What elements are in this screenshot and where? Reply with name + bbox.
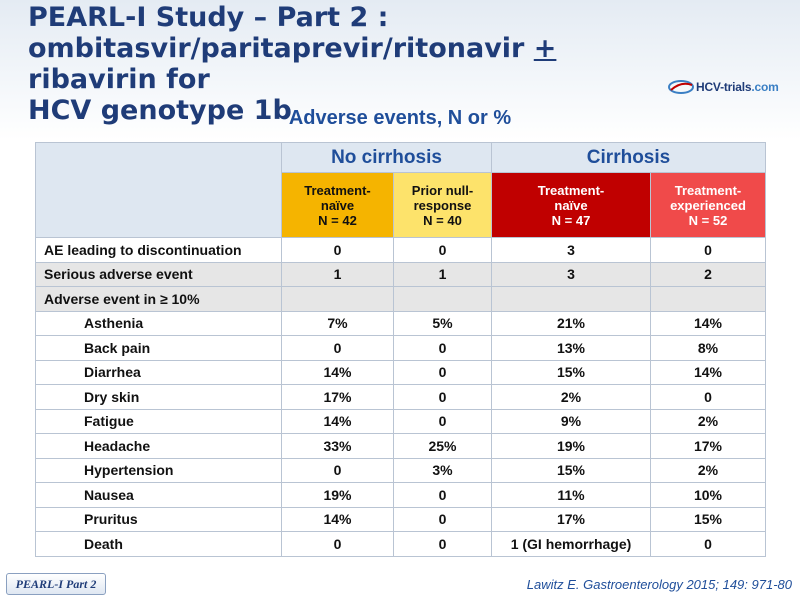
table-cell: 15% [492,458,651,483]
row-label: Asthenia [36,311,282,336]
table-cell: 7% [282,311,394,336]
table-cell: 2% [492,385,651,410]
table-cell: 0 [282,336,394,361]
title-line-1: PEARL-I Study – Part 2 : [28,2,389,33]
row-label: Adverse event in ≥ 10% [36,287,282,312]
title-plus-minus: + [533,33,557,64]
table-row [36,483,766,508]
table-cell: 8% [651,336,766,361]
row-label: Back pain [36,336,282,361]
table-cell: 0 [651,532,766,557]
row-label: Hypertension [36,458,282,483]
table-row [36,385,766,410]
title-line-2-start: ombitasvir/paritaprevir/ritonavir [28,33,534,64]
reference-citation: Lawitz E. Gastroenterology 2015; 149: 971-80 [526,577,792,592]
table-cell: 15% [492,360,651,385]
table-cell: 0 [282,458,394,483]
subheader-n: N = 42 [318,212,357,228]
table-cell: 3 [492,262,651,287]
group-no-cirrhosis: No cirrhosis [282,143,492,173]
table-cell: 3 [492,238,651,263]
row-label: Nausea [36,483,282,508]
adverse-events-table [35,142,766,557]
subheader-n: N = 52 [688,212,728,228]
table-cell: 17% [651,434,766,459]
table-cell [651,287,766,312]
table-cell: 1 (GI hemorrhage) [492,532,651,557]
table-cell: 2% [651,409,766,434]
table-cell: 19% [282,483,394,508]
table-cell: 0 [394,409,492,434]
table-cell: 2 [651,262,766,287]
row-label: Dry skin [36,385,282,410]
section-title: Adverse events, N or % [288,107,512,129]
table-cell [394,287,492,312]
table-cell: 17% [492,507,651,532]
subheader-n: N = 40 [423,212,462,228]
table-cell: 0 [394,336,492,361]
table-row [36,434,766,459]
table-cell: 13% [492,336,651,361]
subheader-line: response [413,197,472,213]
table-cell: 0 [394,238,492,263]
table-cell: 0 [394,507,492,532]
table-corner [36,143,282,238]
subheader-n: N = 47 [551,212,591,228]
row-label: AE leading to discontinuation [36,238,282,263]
subheader-line: Treatment- [304,182,371,198]
table-cell: 5% [394,311,492,336]
table-cell: 11% [492,483,651,508]
row-label: Death [36,532,282,557]
subheader-nc-null [394,173,492,238]
subheader-line: Treatment- [674,182,742,198]
table-row [36,532,766,557]
table-cell: 14% [282,360,394,385]
table-cell: 3% [394,458,492,483]
subheader-c-naive [492,173,651,238]
table-cell: 1 [282,262,394,287]
table-cell: 0 [394,483,492,508]
table-cell: 14% [651,360,766,385]
table-row [36,238,766,263]
table-cell: 19% [492,434,651,459]
study-badge: PEARL-I Part 2 [6,573,106,595]
logo-text [696,80,779,94]
table-row [36,287,766,312]
table-cell: 0 [651,385,766,410]
table-cell: 15% [651,507,766,532]
table-cell: 10% [651,483,766,508]
table-cell: 14% [282,507,394,532]
table-cell: 25% [394,434,492,459]
subheader-line: naïve [320,197,355,213]
logo-name: HCV-trials [696,80,752,94]
table-row [36,409,766,434]
table-row [36,262,766,287]
row-label: Fatigue [36,409,282,434]
subheader-c-experienced [651,173,766,238]
hcv-trials-logo [668,76,779,98]
table-cell [492,287,651,312]
table-cell: 0 [282,238,394,263]
table-cell: 0 [651,238,766,263]
table-row [36,336,766,361]
subheader-nc-naive [282,173,394,238]
table-row [36,360,766,385]
table-cell [282,287,394,312]
table-cell: 33% [282,434,394,459]
table-cell: 0 [394,385,492,410]
title-line-3: HCV genotype 1b [28,95,292,126]
table-row [36,458,766,483]
logo-swoosh-icon [668,79,694,95]
title-line-2 [28,33,678,95]
subheader-line: Treatment- [537,182,605,198]
group-cirrhosis: Cirrhosis [492,143,766,173]
subheader-line: naïve [554,197,588,213]
row-label: Pruritus [36,507,282,532]
subheader-line: Prior null- [411,182,474,198]
subheader-line: experienced [670,197,746,213]
table-cell: 9% [492,409,651,434]
table-cell: 0 [394,360,492,385]
logo-domain: .com [751,80,779,94]
table-row [36,311,766,336]
table-cell: 17% [282,385,394,410]
table-row [36,507,766,532]
row-label: Headache [36,434,282,459]
table-cell: 14% [651,311,766,336]
row-label: Diarrhea [36,360,282,385]
table-cell: 0 [394,532,492,557]
table-cell: 14% [282,409,394,434]
table-cell: 0 [282,532,394,557]
row-label: Serious adverse event [36,262,282,287]
table-cell: 21% [492,311,651,336]
title-line-2-end: ribavirin for [28,64,210,95]
table-cell: 1 [394,262,492,287]
table-cell: 2% [651,458,766,483]
